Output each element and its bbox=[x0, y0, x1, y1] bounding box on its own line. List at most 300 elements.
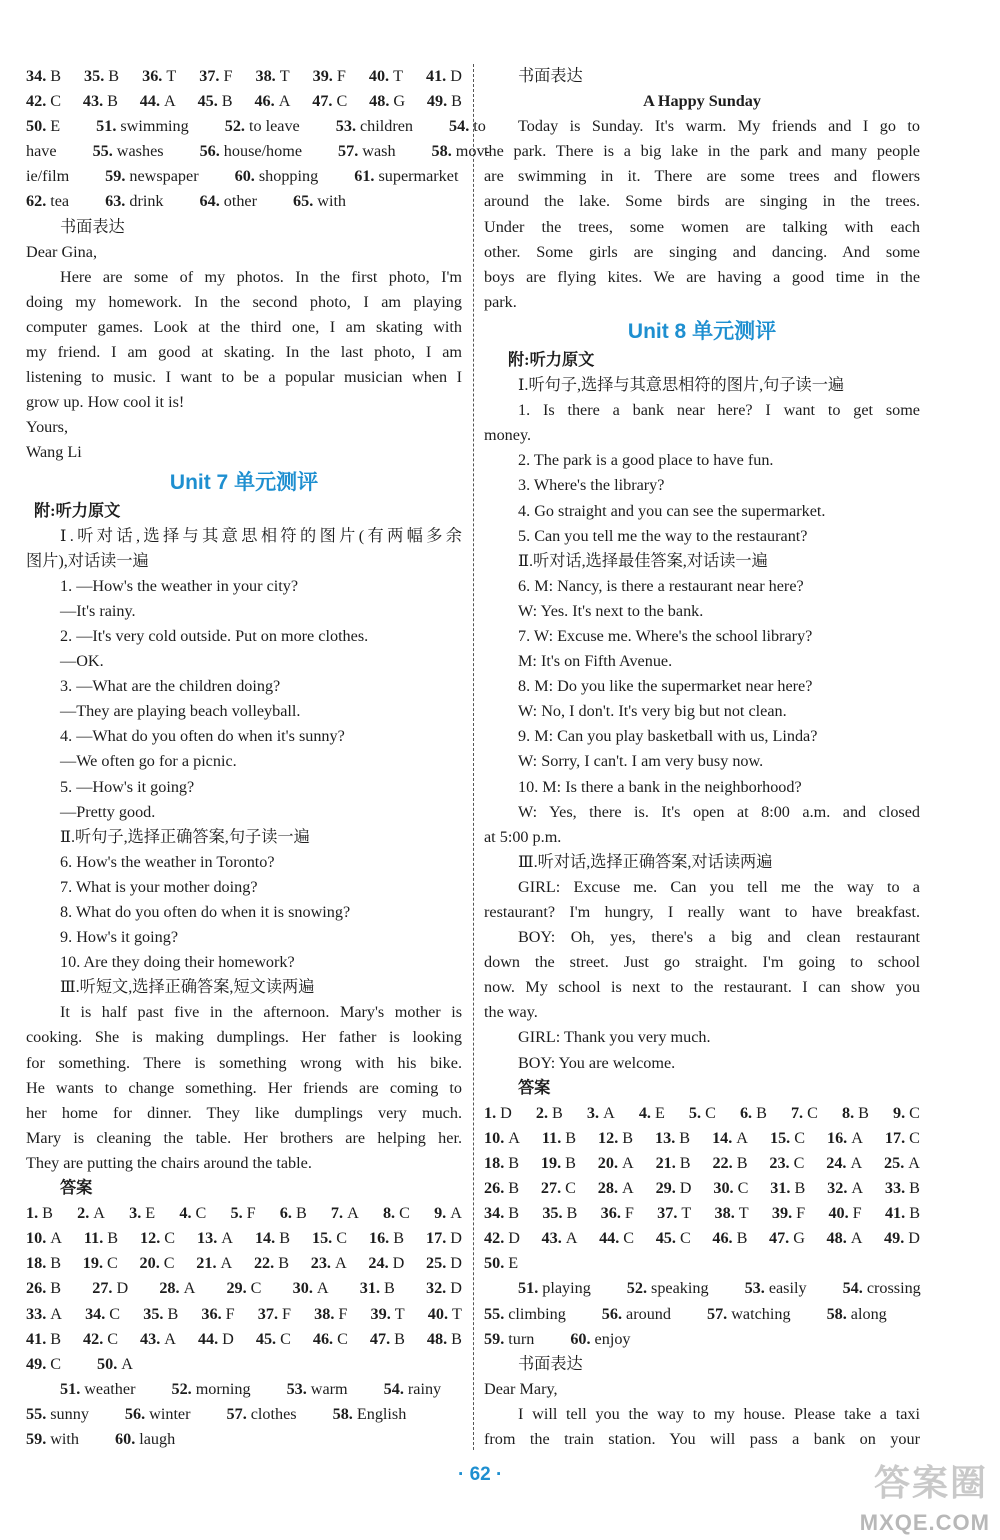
answer-value: B bbox=[565, 1153, 576, 1172]
answer-item bbox=[536, 1101, 563, 1126]
answer-value: A bbox=[565, 1229, 578, 1248]
answer-value: B bbox=[278, 1254, 289, 1273]
answer-value: B bbox=[565, 1128, 577, 1147]
essay-line: boys are flying kites. We are having a good time in the bbox=[484, 267, 920, 286]
answer-item bbox=[199, 64, 232, 89]
conversation-line: GIRL: Excuse me. Can you tell me the way to a bbox=[518, 877, 920, 896]
answer-item bbox=[656, 1151, 691, 1176]
answer-number: 2. bbox=[535, 1103, 549, 1122]
answer-value: with bbox=[50, 1429, 80, 1448]
answer-value: C bbox=[623, 1229, 635, 1248]
dialog-line: —We often go for a picnic. bbox=[60, 752, 237, 771]
answer-item bbox=[541, 1176, 576, 1201]
answer-value: warm bbox=[310, 1379, 348, 1398]
answer-number: 39. bbox=[771, 1204, 793, 1223]
letter-line: computer games. Look at the third one, I am skating with bbox=[26, 317, 462, 336]
dialog-line: —OK. bbox=[60, 652, 104, 671]
writing-label: 书面表达 bbox=[60, 217, 125, 236]
answer-item bbox=[884, 1151, 920, 1176]
answer-value: weather bbox=[84, 1379, 136, 1398]
answer-item bbox=[254, 1251, 289, 1276]
answer-number: 11. bbox=[83, 1229, 104, 1248]
answer-value: C bbox=[195, 1204, 207, 1223]
answer-number: 39. bbox=[312, 67, 333, 85]
answer-item bbox=[893, 1101, 920, 1126]
answer-value: to bbox=[473, 117, 486, 136]
answer-item bbox=[105, 164, 216, 189]
answer-number: 50. bbox=[97, 1354, 118, 1373]
letter-line: listening to music. I want to be a popular musician when I bbox=[26, 368, 462, 387]
answer-item bbox=[26, 1251, 61, 1276]
answer-item bbox=[83, 1327, 118, 1352]
answer-value: C bbox=[679, 1229, 691, 1248]
answer-number: 38. bbox=[314, 1304, 335, 1323]
answer-value: A bbox=[622, 1153, 634, 1172]
answer-value: enjoy bbox=[594, 1329, 631, 1348]
answer-row bbox=[26, 1352, 462, 1377]
answer-item bbox=[26, 164, 87, 189]
unit7-dialogs bbox=[26, 574, 462, 825]
answer-row bbox=[26, 64, 462, 89]
answer-item bbox=[772, 1201, 805, 1226]
answer-number: 23. bbox=[310, 1254, 331, 1273]
answer-item bbox=[434, 1201, 462, 1226]
watermark-logo-en: MXQE.COM bbox=[859, 1510, 990, 1535]
answer-value: B bbox=[42, 1204, 53, 1223]
answer-value: C bbox=[280, 1329, 291, 1348]
unit8-answers-label: 答案 bbox=[518, 1078, 551, 1097]
answer-item bbox=[140, 89, 176, 114]
answer-number: 5. bbox=[230, 1204, 243, 1223]
answer-value: along bbox=[850, 1304, 887, 1323]
answer-item bbox=[360, 1276, 395, 1301]
answer-value: B bbox=[794, 1179, 806, 1198]
answer-item bbox=[227, 1402, 315, 1427]
answer-number: 53. bbox=[286, 1379, 307, 1398]
answer-item bbox=[201, 1302, 234, 1327]
answer-number: 52. bbox=[224, 117, 245, 136]
answer-value: with bbox=[317, 192, 347, 211]
answer-value: A bbox=[850, 1153, 863, 1172]
answer-item bbox=[627, 1276, 727, 1301]
conversation-line: now. My school is next to the restaurant. I can show you bbox=[484, 978, 920, 997]
answer-value: A bbox=[851, 1128, 863, 1147]
unit8-dialogs bbox=[484, 574, 920, 800]
answer-number: 58. bbox=[826, 1304, 847, 1323]
answer-number: 34. bbox=[85, 1304, 106, 1323]
answer-item bbox=[827, 1126, 863, 1151]
answer-item bbox=[769, 1226, 805, 1251]
answer-item bbox=[484, 1176, 519, 1201]
answer-value: drink bbox=[129, 192, 164, 211]
answer-number: 43. bbox=[541, 1229, 562, 1248]
conversation-line: restaurant? I'm hungry, I really want to have breakfast. bbox=[484, 903, 920, 921]
dialog-line: 6. M: Nancy, is there a restaurant near here? bbox=[518, 576, 804, 595]
dialog-line: 8. M: Do you like the supermarket near here? bbox=[518, 677, 813, 696]
answer-item bbox=[26, 89, 61, 114]
answer-value: shopping bbox=[258, 167, 319, 186]
answer-value: climbing bbox=[508, 1304, 566, 1323]
answer-number: 58. bbox=[332, 1404, 353, 1423]
answer-value: C bbox=[399, 1204, 410, 1223]
answer-item bbox=[598, 1176, 634, 1201]
answer-number: 44. bbox=[197, 1329, 219, 1348]
answer-number: 64. bbox=[199, 192, 220, 211]
passage-line: Mary is cleaning the table. Her brothers are helping her. bbox=[26, 1128, 462, 1147]
unit8-sentences bbox=[484, 448, 920, 548]
answer-item bbox=[256, 1327, 291, 1352]
answer-value: T bbox=[681, 1204, 692, 1223]
answer-value: swimming bbox=[120, 117, 189, 136]
answer-item bbox=[713, 1176, 748, 1201]
answer-item bbox=[312, 1226, 347, 1251]
answer-number: 26. bbox=[484, 1179, 505, 1198]
answer-item bbox=[331, 1201, 359, 1226]
answer-value: to leave bbox=[248, 117, 300, 136]
answer-item bbox=[235, 164, 337, 189]
answer-number: 28. bbox=[597, 1179, 619, 1198]
answer-value: B bbox=[508, 1153, 520, 1172]
answer-item bbox=[93, 139, 182, 164]
answer-number: 14. bbox=[254, 1229, 276, 1248]
answer-item bbox=[827, 1226, 863, 1251]
answer-item bbox=[885, 1126, 920, 1151]
answer-number: 13. bbox=[655, 1128, 676, 1147]
answer-value: C bbox=[164, 1229, 176, 1248]
essay-line: are swimming in it. There are some trees and flowers bbox=[484, 167, 920, 186]
answer-number: 7. bbox=[790, 1103, 804, 1122]
answer-item bbox=[83, 1251, 118, 1276]
passage-line: He wants to change something. Her friends are coming to bbox=[26, 1078, 462, 1097]
unit7-passage bbox=[26, 1000, 462, 1151]
answer-number: 10. bbox=[26, 1229, 47, 1248]
passage-line: It is half past five in the afternoon. Mary's mother is bbox=[60, 1003, 462, 1022]
answer-item bbox=[740, 1101, 767, 1126]
answer-item bbox=[656, 1226, 691, 1251]
passage-line: her home for dinner. They like dumplings very much. bbox=[26, 1103, 462, 1122]
letter-body bbox=[26, 265, 462, 390]
answer-number: 35. bbox=[542, 1204, 563, 1223]
writing-label: 书面表达 bbox=[518, 67, 583, 85]
answer-number: 37. bbox=[257, 1304, 279, 1323]
answer-item bbox=[26, 114, 78, 139]
answer-value: B bbox=[451, 92, 462, 111]
answer-number: 6. bbox=[279, 1204, 292, 1223]
answer-value: C bbox=[565, 1179, 576, 1198]
answer-number: 40. bbox=[828, 1204, 849, 1223]
answer-number: 34. bbox=[484, 1204, 505, 1223]
answer-value: F bbox=[852, 1204, 862, 1223]
answer-value: T bbox=[279, 67, 290, 85]
answer-value: C bbox=[737, 1179, 749, 1198]
answer-value: C bbox=[336, 1229, 348, 1248]
answer-row bbox=[26, 164, 462, 189]
passage-line: for something. There is something wrong with his bike. bbox=[26, 1053, 462, 1072]
answer-number: 30. bbox=[292, 1279, 313, 1298]
answer-number: 59. bbox=[105, 167, 126, 186]
answer-item bbox=[542, 1226, 578, 1251]
answer-value: C bbox=[909, 1128, 920, 1147]
answer-number: 16. bbox=[368, 1229, 390, 1248]
answer-item bbox=[312, 89, 347, 114]
answer-value: F bbox=[282, 1304, 292, 1323]
answer-number: 47. bbox=[768, 1229, 790, 1248]
answer-value: C bbox=[794, 1128, 806, 1147]
answer-item bbox=[715, 1201, 749, 1226]
answer-item bbox=[26, 1402, 107, 1427]
answer-row bbox=[484, 1176, 920, 1201]
answer-value: F bbox=[336, 67, 346, 85]
answer-item bbox=[542, 1201, 577, 1226]
essay-title: A Happy Sunday bbox=[643, 92, 761, 111]
letter-line: doing my homework. In the second photo, I am playing bbox=[26, 292, 462, 311]
answer-number: 59. bbox=[26, 1429, 47, 1448]
answer-number: 4. bbox=[638, 1103, 651, 1122]
answer-number: 24. bbox=[826, 1153, 847, 1172]
unit8-letter-body bbox=[484, 1402, 920, 1452]
answer-item bbox=[280, 1201, 307, 1226]
answer-value: C bbox=[909, 1103, 920, 1122]
sentence-line: 9. How's it going? bbox=[60, 928, 179, 947]
answer-value: A bbox=[316, 1279, 329, 1298]
unit7-section1-heading-cont: 图片),对话读一遍 bbox=[26, 551, 149, 570]
left-column bbox=[26, 64, 490, 1452]
answer-row bbox=[26, 89, 462, 114]
right-column bbox=[484, 64, 920, 1452]
answer-item bbox=[313, 64, 346, 89]
answer-value: B bbox=[50, 1279, 62, 1298]
answer-value: D bbox=[500, 1103, 512, 1122]
answer-item bbox=[258, 1302, 291, 1327]
answer-item bbox=[655, 1126, 690, 1151]
answer-value: washes bbox=[116, 142, 164, 161]
answer-number: 13. bbox=[197, 1229, 218, 1248]
answer-value: T bbox=[394, 1304, 405, 1323]
answer-item bbox=[602, 1302, 689, 1327]
essay-line: Today is Sunday. It's warm. My friends and I go to bbox=[518, 117, 920, 136]
answer-number: 25. bbox=[884, 1153, 905, 1172]
answer-item bbox=[200, 139, 320, 164]
answer-value: crossing bbox=[866, 1279, 921, 1298]
answer-number: 45. bbox=[255, 1329, 277, 1348]
answer-item bbox=[140, 1327, 176, 1352]
answer-item bbox=[427, 1327, 462, 1352]
sentence-line: 2. The park is a good place to have fun. bbox=[518, 451, 774, 470]
answer-item bbox=[639, 1101, 665, 1126]
sentence-line: 4. Go straight and you can see the supermarket. bbox=[518, 501, 826, 520]
answer-value: B bbox=[858, 1103, 869, 1122]
answer-number: 27. bbox=[92, 1279, 113, 1298]
answer-item bbox=[196, 1251, 232, 1276]
answer-number: 7. bbox=[330, 1204, 344, 1223]
answer-value: B bbox=[107, 92, 118, 111]
answer-number: 61. bbox=[354, 167, 375, 186]
answer-value: speaking bbox=[651, 1279, 709, 1298]
answer-number: 48. bbox=[369, 92, 390, 111]
dialog-line: —It's rainy. bbox=[60, 601, 136, 620]
dialog-line: 4. —What do you often do when it's sunny? bbox=[60, 727, 345, 746]
answer-item bbox=[200, 189, 276, 214]
answer-number: 57. bbox=[338, 142, 359, 161]
letter-line: Here are some of my photos. In the first photo, I'm bbox=[60, 267, 462, 286]
answer-number: 51. bbox=[96, 117, 117, 136]
answer-item bbox=[26, 1201, 53, 1226]
answer-value: E bbox=[654, 1103, 665, 1122]
unit7-attach-label: 附:听力原文 bbox=[34, 501, 121, 520]
answer-value: English bbox=[356, 1404, 407, 1423]
answer-value: B bbox=[508, 1204, 520, 1223]
answer-value: T bbox=[166, 67, 177, 85]
answer-value: D bbox=[222, 1329, 234, 1348]
answer-value: F bbox=[624, 1204, 634, 1223]
answer-value: D bbox=[450, 1279, 462, 1298]
answer-value: D bbox=[508, 1229, 520, 1248]
answer-item bbox=[140, 1251, 175, 1276]
answer-value: B bbox=[279, 1229, 290, 1248]
answer-number: 1. bbox=[26, 1204, 39, 1223]
answer-number: 37. bbox=[657, 1204, 678, 1223]
answer-item bbox=[707, 1302, 809, 1327]
answer-item bbox=[313, 1327, 348, 1352]
answer-item bbox=[541, 1151, 576, 1176]
answer-number: 54. bbox=[842, 1279, 863, 1298]
answer-item bbox=[598, 1126, 633, 1151]
answer-value: F bbox=[796, 1204, 806, 1223]
answer-item bbox=[230, 1201, 255, 1226]
unit7-title: Unit 7 单元测评 bbox=[169, 470, 319, 494]
answer-value: B bbox=[393, 1229, 405, 1248]
answer-number: 33. bbox=[884, 1179, 906, 1198]
answer-value: B bbox=[108, 67, 120, 85]
answer-item bbox=[712, 1126, 748, 1151]
answer-item bbox=[770, 1176, 805, 1201]
answer-value: morning bbox=[195, 1379, 251, 1398]
answer-item bbox=[84, 64, 119, 89]
answer-number: 47. bbox=[369, 1329, 391, 1348]
answer-value: watching bbox=[731, 1304, 791, 1323]
answer-number: 54. bbox=[383, 1379, 404, 1398]
answer-number: 12. bbox=[140, 1229, 161, 1248]
answer-item bbox=[293, 1276, 329, 1301]
answer-value: C bbox=[336, 92, 348, 111]
answer-item bbox=[197, 1226, 233, 1251]
answer-number: 33. bbox=[26, 1304, 47, 1323]
answer-number: 57. bbox=[226, 1404, 247, 1423]
answer-value: A bbox=[603, 1103, 615, 1122]
answer-value: D bbox=[450, 67, 462, 85]
answer-value: B bbox=[756, 1103, 767, 1122]
answer-value: B bbox=[736, 1153, 748, 1172]
unit8-sentence-1: 1. Is there a bank near here? I want to get some bbox=[518, 401, 920, 420]
answer-value: C bbox=[705, 1103, 716, 1122]
answer-item bbox=[370, 1327, 405, 1352]
answer-item bbox=[171, 1377, 268, 1402]
answer-number: 38. bbox=[255, 67, 276, 85]
answer-number: 30. bbox=[713, 1179, 734, 1198]
answer-number: 56. bbox=[124, 1404, 146, 1423]
answer-value: clothes bbox=[250, 1404, 297, 1423]
answer-number: 9. bbox=[892, 1103, 906, 1122]
letter-signature: Wang Li bbox=[26, 443, 82, 462]
answer-item bbox=[427, 89, 462, 114]
answer-item bbox=[198, 1327, 234, 1352]
answer-item bbox=[384, 1377, 460, 1402]
answer-item bbox=[287, 1377, 366, 1402]
answer-item bbox=[484, 1226, 520, 1251]
answer-number: 49. bbox=[884, 1229, 905, 1248]
answer-value: C bbox=[50, 92, 62, 111]
answer-item bbox=[712, 1226, 747, 1251]
unit8-section1-heading: Ⅰ.听句子,选择与其意思相符的图片,句子读一遍 bbox=[518, 376, 845, 395]
answer-number: 16. bbox=[826, 1128, 848, 1147]
answer-key-unit6 bbox=[26, 64, 490, 215]
answer-value: C bbox=[807, 1103, 818, 1122]
answer-value: B bbox=[167, 1304, 179, 1323]
answer-item bbox=[769, 1151, 804, 1176]
answer-row bbox=[26, 114, 486, 139]
answer-item bbox=[885, 1176, 920, 1201]
unit8-title: Unit 8 单元测评 bbox=[627, 319, 777, 343]
answer-value: F bbox=[225, 1304, 235, 1323]
answer-number: 41. bbox=[26, 1329, 47, 1348]
answer-value: T bbox=[738, 1204, 749, 1223]
answer-number: 18. bbox=[26, 1254, 47, 1273]
essay-body bbox=[484, 114, 920, 290]
answer-item bbox=[115, 1427, 193, 1452]
answer-item bbox=[484, 1126, 520, 1151]
answer-value: tea bbox=[50, 192, 70, 211]
dialog-line: 1. —How's the weather in your city? bbox=[60, 576, 299, 595]
answer-item bbox=[426, 1251, 462, 1276]
answer-value: B bbox=[107, 1229, 119, 1248]
answer-value: A bbox=[851, 1179, 864, 1198]
answer-value: A bbox=[736, 1128, 748, 1147]
answer-number: 35. bbox=[143, 1304, 164, 1323]
answer-item bbox=[369, 1226, 404, 1251]
answer-item bbox=[198, 89, 233, 114]
answer-number: 48. bbox=[826, 1229, 847, 1248]
answer-item bbox=[336, 114, 431, 139]
unit8-writing-label: 书面表达 bbox=[518, 1354, 583, 1373]
answer-row bbox=[26, 1251, 462, 1276]
unit8-conversation bbox=[484, 875, 920, 1000]
answer-number: 59. bbox=[484, 1329, 505, 1348]
answer-value: A bbox=[221, 1229, 233, 1248]
answer-item bbox=[143, 1302, 178, 1327]
answer-row bbox=[484, 1302, 920, 1327]
answer-value: B bbox=[295, 1204, 307, 1223]
essay-line: Under the trees, some women are talking with each bbox=[484, 217, 920, 236]
answer-value: A bbox=[93, 1204, 105, 1223]
answer-item bbox=[314, 1302, 347, 1327]
answer-value: winter bbox=[149, 1404, 191, 1423]
answer-item bbox=[255, 64, 289, 89]
answer-value: A bbox=[508, 1128, 520, 1147]
unit7-sentences bbox=[26, 850, 462, 975]
answer-number: 52. bbox=[626, 1279, 648, 1298]
answer-row bbox=[26, 1402, 462, 1427]
answer-value: A bbox=[850, 1229, 863, 1248]
answer-value: G bbox=[393, 92, 406, 111]
answer-item bbox=[140, 1226, 175, 1251]
answer-number: 57. bbox=[706, 1304, 728, 1323]
answer-number: 19. bbox=[540, 1153, 562, 1172]
answer-item bbox=[843, 1276, 939, 1301]
answer-number: 20. bbox=[139, 1254, 160, 1273]
answer-item bbox=[26, 64, 61, 89]
answer-row bbox=[26, 1327, 462, 1352]
answer-value: B bbox=[451, 1329, 462, 1348]
